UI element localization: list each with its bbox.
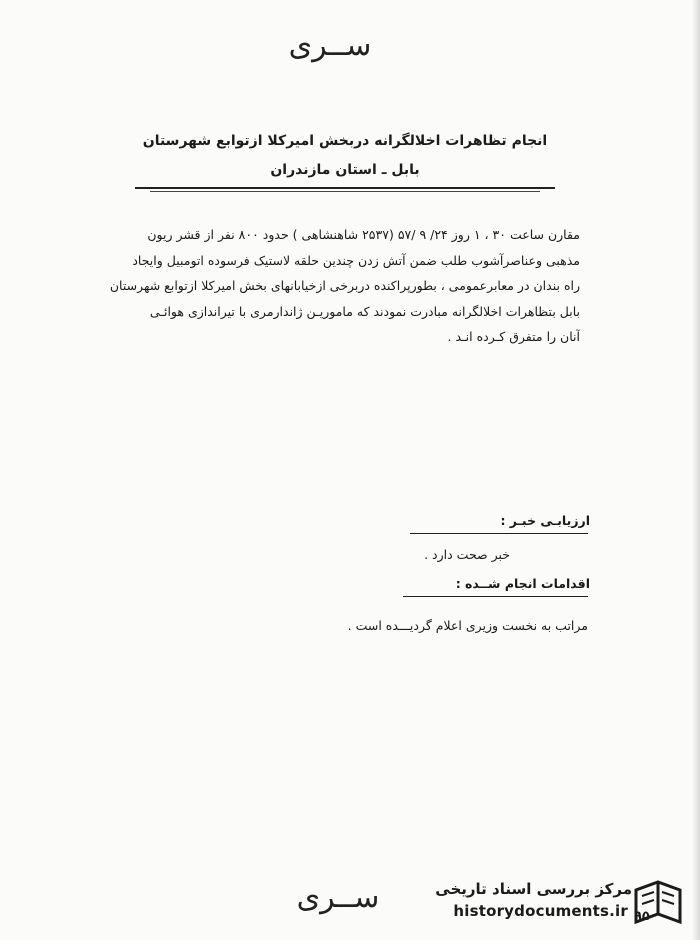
document-subtitle: بابل ـ استان مازندران <box>270 162 420 178</box>
evaluation-label: ارزیابـی خبـر : <box>500 513 590 528</box>
page-number: ۹۵ <box>634 909 650 924</box>
report-body <box>50 222 580 350</box>
body-line-4: بابل بتظاهرات اخلالگرانه مبادرت نمودند که ماموریـن ژاندارمری با تیراندازی هوائـی <box>149 303 580 319</box>
watermark-name: مرکز بررسی اسناد تاریخی <box>435 880 632 898</box>
actions-underline <box>403 596 588 597</box>
actions-value: مراتب به نخست وزیری اعلام گردیـــده است . <box>347 618 588 633</box>
actions-label: اقدامات انجام شــده : <box>455 576 590 591</box>
evaluation-underline <box>410 533 588 534</box>
document-title: انجام تظاهرات اخلالگرانه دربخش امیرکلا ازتوابع شهرستان <box>142 133 548 149</box>
body-line-2: مذهبی وعناصرآشوب طلب ضمن آتش زدن چندین حلقه لاستیک فرسوده اتومبیل وایجاد <box>132 252 580 268</box>
archive-watermark <box>415 878 690 928</box>
classification-mark-top: ســری <box>288 28 372 63</box>
title-underline-secondary <box>150 191 540 192</box>
archive-logo-icon <box>630 878 686 928</box>
body-line-3: راه بندان در معابرعمومی ، بطورپراکنده دربرخی ازخیابانهای بخش امیرکلا ازتوابع شهرستان <box>109 278 580 293</box>
classification-mark-bottom: ســری <box>296 880 380 915</box>
body-line-1: مقارن ساعت ۳۰ ، ۱ روز ۲۴/ ۹ /۵۷ (۲۵۳۷ شاهنشاهی ) حدود ۸۰۰ نفر از قشر ریون <box>147 227 580 242</box>
body-line-5: آنان را متفرق کـرده انـد . <box>447 329 580 344</box>
title-underline <box>135 187 555 189</box>
evaluation-value: خبر صحت دارد . <box>424 547 510 562</box>
watermark-url: historydocuments.ir <box>453 902 628 920</box>
page-edge-shadow <box>692 0 700 940</box>
